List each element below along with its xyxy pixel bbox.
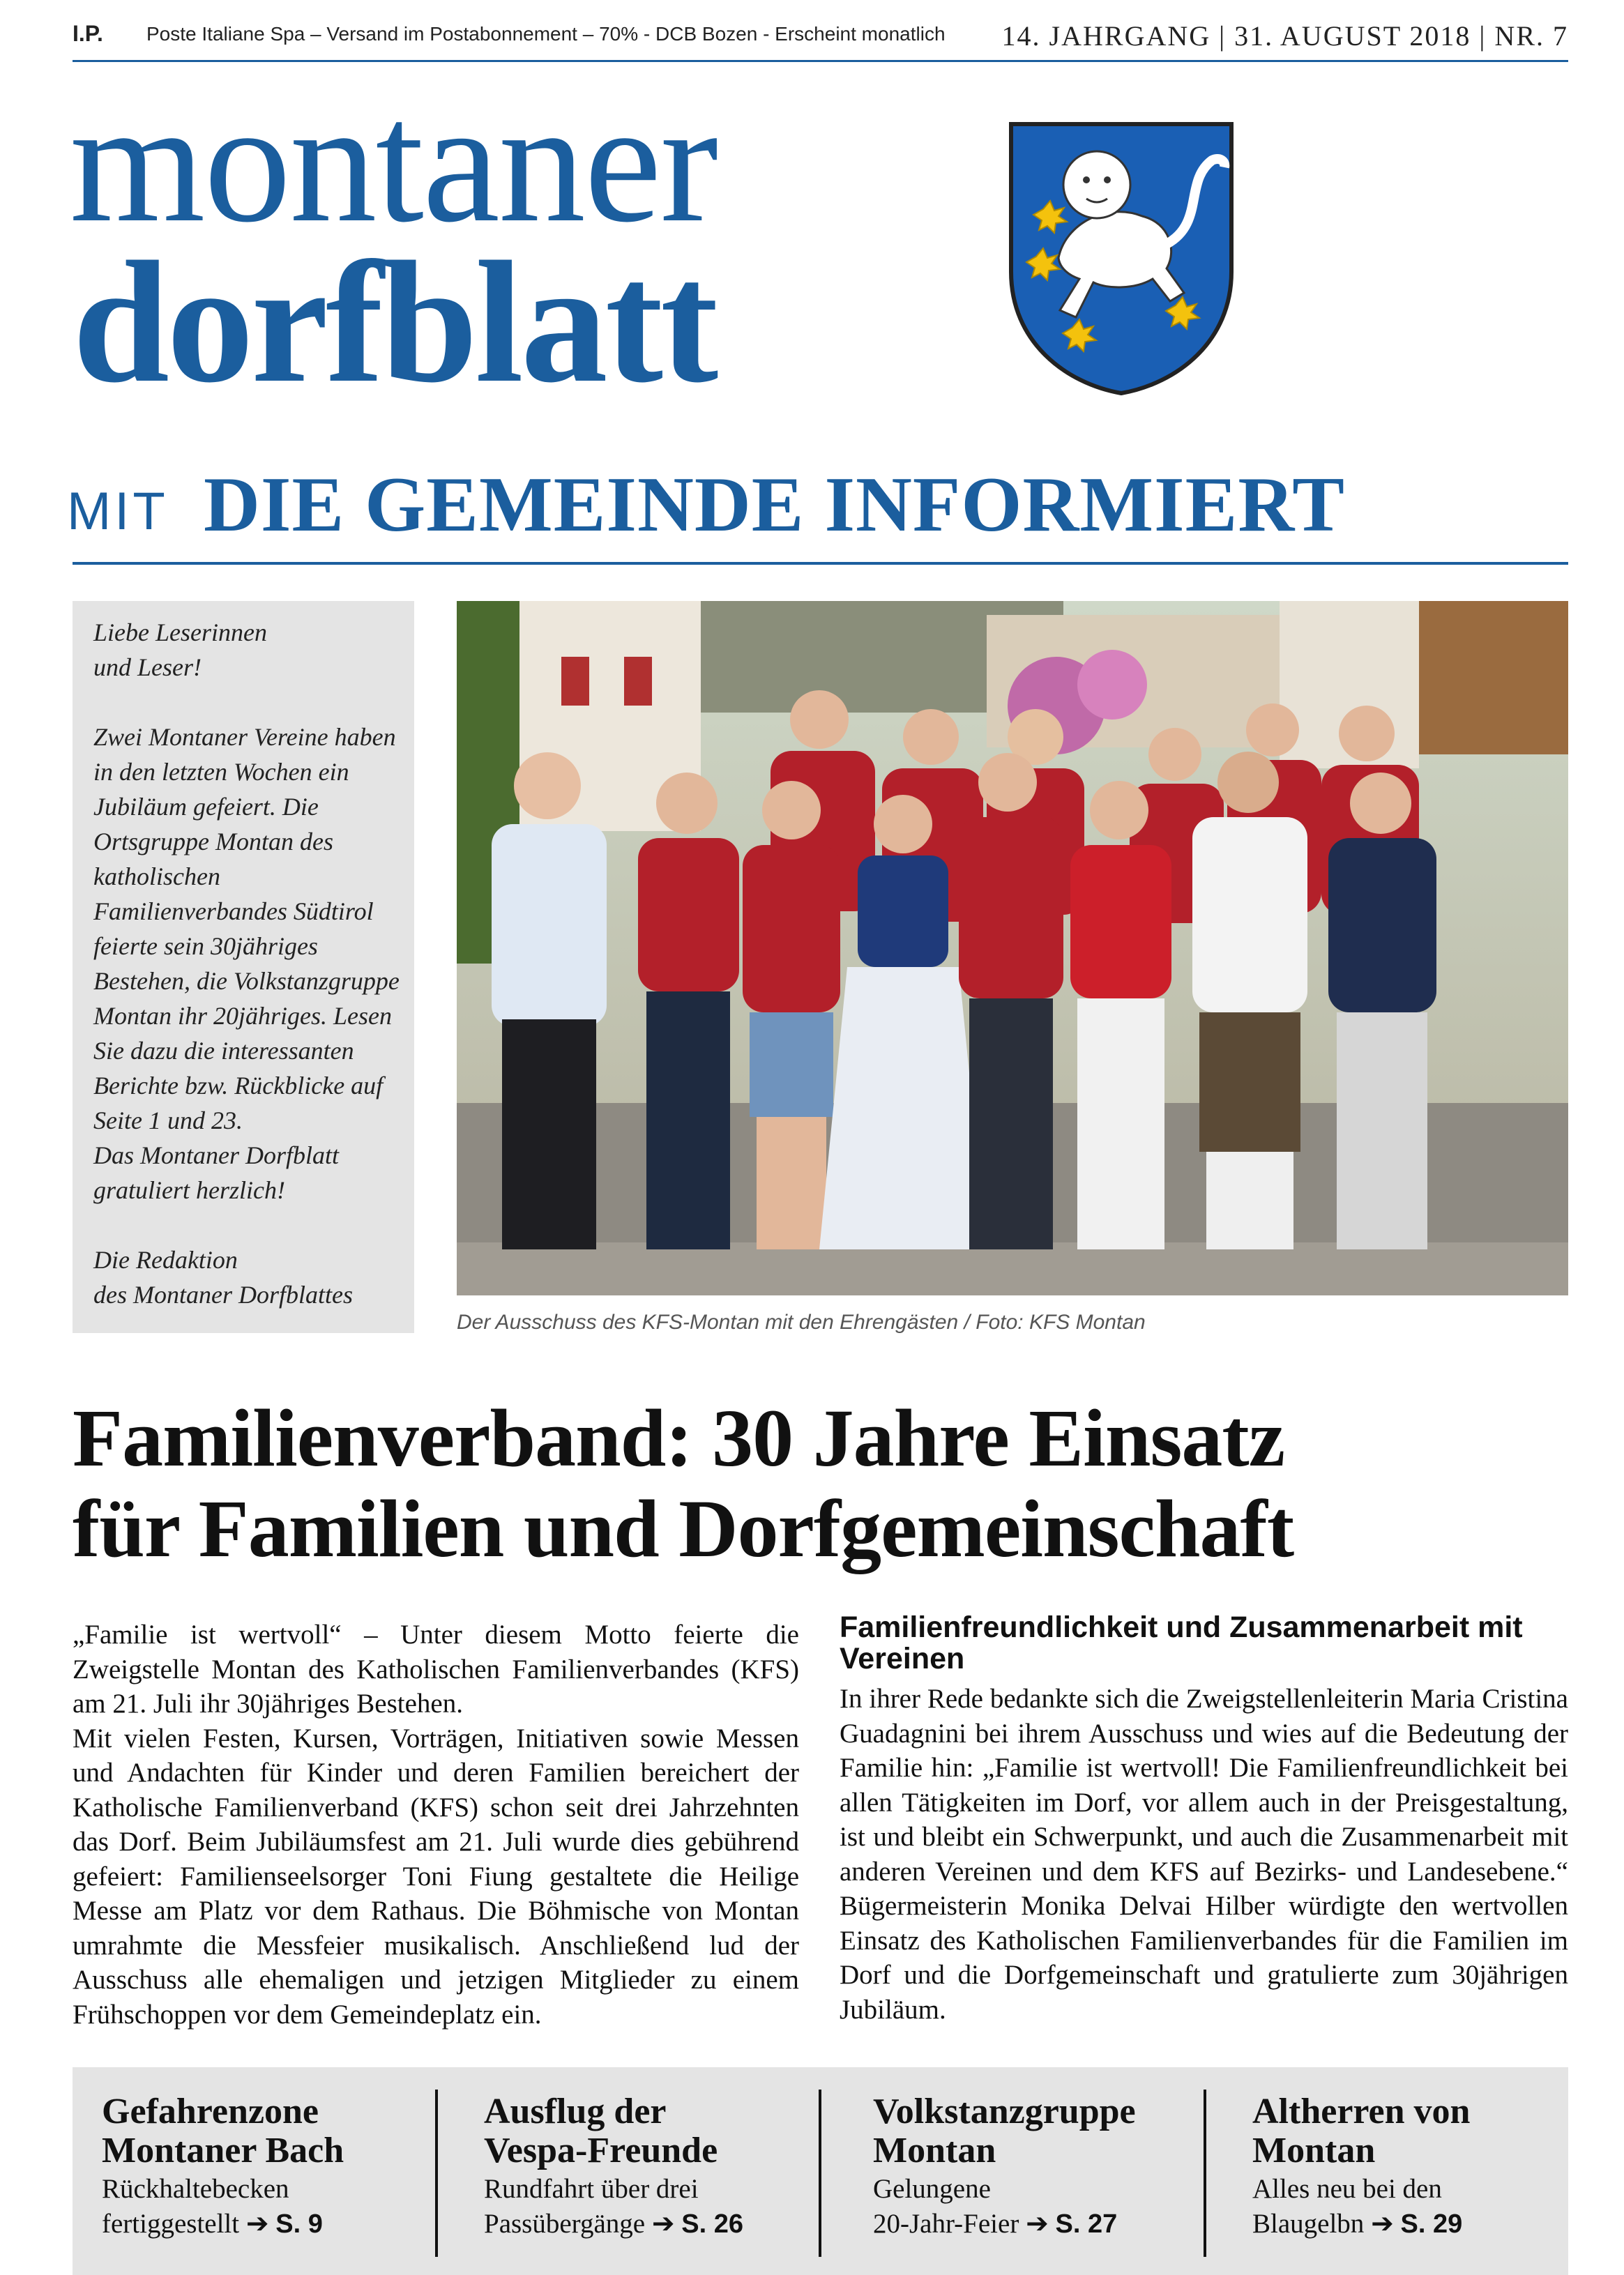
teaser-title-line2: Vespa-Freunde xyxy=(484,2131,718,2170)
teaser-item[interactable] xyxy=(484,2092,743,2242)
teaser-title-line1: Gefahrenzone xyxy=(102,2092,319,2131)
masthead-title-line2: dorfblatt xyxy=(73,226,716,419)
group-photo xyxy=(457,601,1568,1295)
teaser-page-ref[interactable]: S. 26 xyxy=(681,2209,743,2239)
article-headline xyxy=(73,1393,1579,1574)
supplement-prefix: MIT xyxy=(67,482,169,541)
postal-notice: Poste Italiane Spa – Versand im Postabonnement – 70% - DCB Bozen - Erscheint monatlich xyxy=(146,23,946,45)
editorial-signature-line2: des Montaner Dorfblattes xyxy=(93,1281,353,1309)
teaser-sub-line1: Alles neu bei den xyxy=(1252,2174,1442,2204)
teaser-title-line2: Montan xyxy=(1252,2131,1376,2170)
teaser-sub-line2: Blaugelbn xyxy=(1252,2209,1365,2239)
headline-line1: Familienverband: 30 Jahre Einsatz xyxy=(73,1392,1285,1484)
arrow-right-icon: ➔ xyxy=(245,2209,269,2239)
arrow-right-icon: ➔ xyxy=(1371,2209,1394,2239)
teaser-separator xyxy=(819,2090,821,2257)
teaser-page-ref[interactable]: S. 29 xyxy=(1400,2209,1463,2239)
teaser-item[interactable] xyxy=(1252,2092,1470,2242)
supplement-title: DIE GEMEINDE INFORMIERT xyxy=(204,462,1345,548)
teaser-page-ref[interactable]: S. 27 xyxy=(1055,2209,1118,2239)
arrow-right-icon: ➔ xyxy=(651,2209,675,2239)
teaser-item[interactable] xyxy=(102,2092,344,2242)
masthead-title-line1: montaner xyxy=(70,66,718,259)
teaser-bar xyxy=(73,2067,1568,2275)
issue-number: 14. JAHRGANG | 31. AUGUST 2018 | NR. 7 xyxy=(1001,20,1568,52)
editorial-congrats: Das Montaner Dorfblatt gratuliert herzlich! xyxy=(93,1141,340,1204)
article-paragraph-2: Mit vielen Festen, Kursen, Vorträgen, Initiativen sowie Messen und Andachten für Kinder und deren Familien bereichert der Katholische Familienverband (KFS) schon seit drei Jahrzehnten das Dorf. Beim Jubiläumsfest am 21. Juli wurde dies gebührend gefeiert: Familienseelsorger Toni Fiung gestaltete die Heilige Messe am Platz vor dem Rathaus. Die Böhmische von Montan umrahmte die Messfeier musikalisch. Anschließend lud der Ausschuss alle ehemaligen und jetzigen Mitglieder zu einem Frühschoppen vor dem Gemeindeplatz ein. xyxy=(73,1723,799,2030)
editorial-text xyxy=(93,615,400,1347)
teaser-sub-line1: Rückhaltebecken xyxy=(102,2174,289,2204)
teaser-title-line1: Volkstanzgruppe xyxy=(873,2092,1136,2131)
teaser-title-line2: Montaner Bach xyxy=(102,2131,344,2170)
issue-info-bar xyxy=(73,21,1568,52)
article-column-1 xyxy=(73,1618,799,2032)
editorial-greeting-line2: und Leser! xyxy=(93,653,202,681)
teaser-item[interactable] xyxy=(873,2092,1136,2242)
teaser-sub-line2: Passübergänge xyxy=(484,2209,646,2239)
editorial-signature-line1: Die Redaktion xyxy=(93,1246,238,1274)
teaser-sub-line2: fertiggestellt xyxy=(102,2209,240,2239)
teaser-title-line1: Altherren von xyxy=(1252,2092,1471,2131)
teaser-separator xyxy=(435,2090,438,2257)
top-divider xyxy=(73,60,1568,62)
teaser-sub-line1: Rundfahrt über drei xyxy=(484,2174,699,2204)
coat-of-arms-logo xyxy=(1003,119,1240,397)
photo-caption: Der Ausschuss des KFS-Montan mit den Ehrengästen / Foto: KFS Montan xyxy=(457,1311,1146,1334)
teaser-sub-line1: Gelungene xyxy=(873,2174,991,2204)
article-paragraph-1: „Familie ist wertvoll“ – Unter diesem Motto feierte die Zweigstelle Montan des Katholischen Familienverbandes (KFS) am 21. Juli ihr 30jähriges Bestehen. xyxy=(73,1620,799,1719)
teaser-title-line2: Montan xyxy=(873,2131,996,2170)
arrow-right-icon: ➔ xyxy=(1026,2209,1049,2239)
editorial-greeting-line1: Liebe Leserinnen xyxy=(93,618,267,646)
masthead-divider xyxy=(73,562,1568,565)
headline-line2: für Familien und Dorfgemeinschaft xyxy=(73,1483,1294,1574)
teaser-page-ref[interactable]: S. 9 xyxy=(275,2209,323,2239)
article-subheading: Familienfreundlichkeit und Zusammenarbeit mit Vereinen xyxy=(840,1611,1523,1675)
ip-label: I.P. xyxy=(73,21,103,46)
article-column-2: In ihrer Rede bedankte sich die Zweigstellenleiterin Maria Cristina Guadagnini bei ihrem Ausschuss und wies auf die Bedeutung der Familie hin: „Familie ist wertvoll! Die Familienfreundlichkeit bei allen Tätigkeiten im Dorf, vor allem auch in der Preisgestaltung, ist und bleibt ein Schwerpunkt, und auch die Zusammenarbeit mit anderen Vereinen und dem KFS auf Bezirks- und Landesebene.“ Bügermeisterin Monika Delvai Hilber würdigte den wertvollen Einsatz des Katholischen Familienverbandes für die Familien im Dorf und die Dorfgemeinschaft und gratulierte zum 30jährigen Jubiläum. xyxy=(840,1684,1568,2025)
teaser-sub-line2: 20-Jahr-Feier xyxy=(873,2209,1019,2239)
editorial-box xyxy=(73,601,414,1333)
teaser-separator xyxy=(1204,2090,1206,2257)
editorial-body: Zwei Montaner Vereine haben in den letzten Wochen ein Jubiläum gefeiert. Die Ortsgruppe Montan des katholischen Familienverbandes Südtirol feierte sein 30jähriges Bestehen, die Volkstanzgruppe Montan ihr 20jähriges. Lesen Sie dazu die interessanten Berichte bzw. Rückblicke auf Seite 1 und 23. xyxy=(93,723,400,1134)
teaser-title-line1: Ausflug der xyxy=(484,2092,667,2131)
